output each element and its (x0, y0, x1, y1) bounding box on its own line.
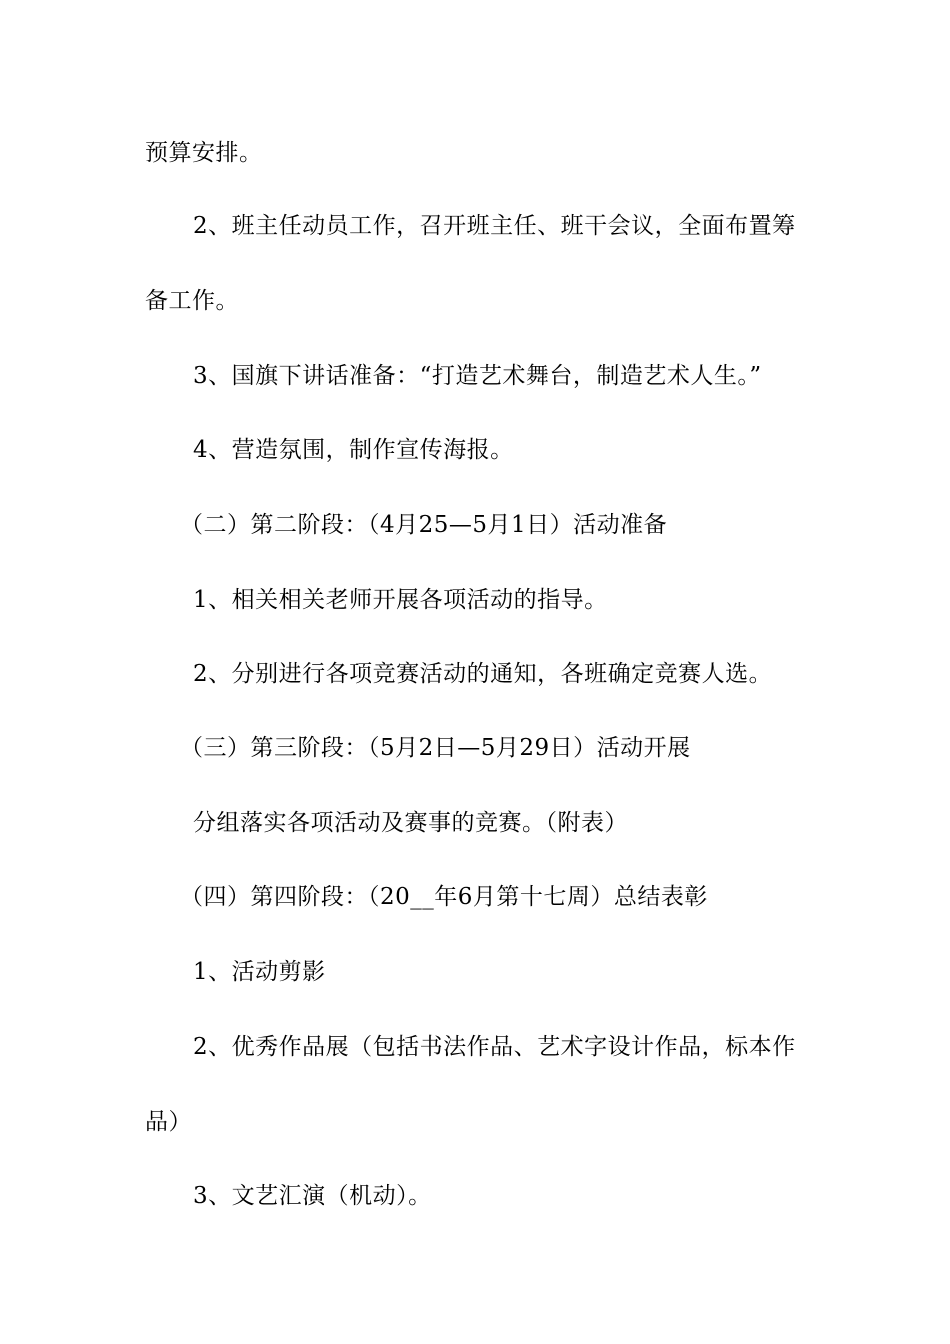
text-line-item-4-atmosphere: 4、营造氛围，制作宣传海报。 (193, 437, 514, 463)
text-line-stage-4-item-2: 2、优秀作品展（包括书法作品、艺术字设计作品，标本作 (193, 1034, 796, 1060)
text-line-stage-2-item-1: 1、相关相关老师开展各项活动的指导。 (193, 587, 608, 613)
text-line-stage-4-item-2-continued: 品） (145, 1109, 192, 1135)
text-line-stage-3-content: 分组落实各项活动及赛事的竞赛。（附表） (193, 810, 628, 836)
text-line-item-2-head-teacher: 2、班主任动员工作，召开班主任、班干会议，全面布置筹 (193, 213, 796, 239)
text-line-stage-4-item-1: 1、活动剪影 (193, 959, 326, 985)
text-line-budget: 预算安排。 (145, 140, 263, 166)
text-line-stage-4-item-3: 3、文艺汇演（机动）。 (193, 1183, 432, 1209)
text-line-item-2-continued: 备工作。 (145, 288, 239, 314)
text-line-item-3-flag-speech: 3、国旗下讲话准备：“打造艺术舞台，制造艺术人生。” (193, 363, 762, 389)
section-heading-stage-4: （四）第四阶段：（20__年6月第十七周）总结表彰 (180, 884, 708, 910)
text-line-stage-2-item-2: 2、分别进行各项竞赛活动的通知，各班确定竞赛人选。 (193, 661, 773, 687)
section-heading-stage-2: （二）第二阶段：（4月25—5月1日）活动准备 (180, 512, 668, 538)
section-heading-stage-3: （三）第三阶段：（5月2日—5月29日）活动开展 (180, 735, 691, 761)
